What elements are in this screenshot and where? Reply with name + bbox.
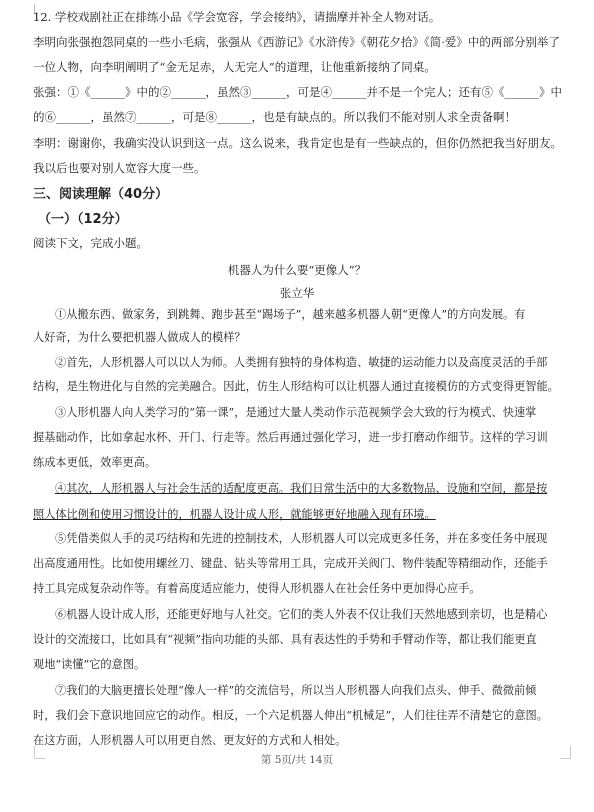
reading-instruction: 阅读下文，完成小题。 bbox=[33, 236, 148, 250]
article-line: 设计的交流接口，比如具有“视频”指向功能的头部、具有表达性的手势和手臂动作等，都让我们能更直 bbox=[33, 633, 537, 646]
q12-line-2: 李明向张强抱怨同桌的一些小毛病，张强从《西游记》《水浒传》《朝花夕拾》《简·爱》中的两部分别举了 bbox=[33, 35, 560, 49]
article-line: 出高度通用性。比如使用螺丝刀、键盘、钻头等常用工具，完成开关阀门、物件装配等精细动作，还能手 bbox=[33, 557, 548, 570]
article-line: ②首先，人形机器人可以以人为师。人类拥有独特的身体构造、敏捷的运动能力以及高度灵活的手部 bbox=[55, 356, 548, 369]
article-line: ①从搬东西、做家务，到跳舞、跑步甚至“踢场子”，越来越多机器人朝“更像人”的方向发展。有 bbox=[55, 308, 526, 321]
article-line: ⑦我们的大脑更擅长处理“像人一样”的交流信号，所以当人形机器人向我们点头、伸手、微微前倾 bbox=[55, 684, 537, 697]
article-title: 机器人为什么要“更像人”？ bbox=[227, 263, 367, 277]
article-line-underlined: ④其次，人形机器人与社会生活的适配度更高。我们日常生活中的大多数物品、设施和空间，都是按 bbox=[55, 482, 548, 495]
article-line: ⑤凭借类似人手的灵巧结构和先进的控制技术，人形机器人可以完成更多任务，并在多变任务中展现 bbox=[55, 532, 548, 545]
q12-line-6: 李明：谢谢你，我确实没认识到这一点。这么说来，我肯定也是有一些缺点的，但你仍然把我当好朋友。 bbox=[33, 136, 562, 150]
article-line: 时，我们会下意识地回应它的动作。相反，一个六足机器人伸出“机械足”，人们往往弄不清楚它的意图。 bbox=[33, 709, 548, 722]
article-line: 持工具完成复杂动作等。有着高度适应能力，使得人形机器人在社会任务中更加得心应手。 bbox=[33, 582, 481, 595]
q12-line-4: 张强：①《______》中的②______，虽然③______，可是④______并不是一个完人；还有⑤《______》中 bbox=[33, 85, 562, 99]
q12-line-3: 一位人物，向李明阐明了“金无足赤，人无完人”的道理，让他重新接纳了同桌。 bbox=[33, 60, 436, 74]
article-line: 结构，是生物进化与自然的完美融合。因此，仿生人形结构可以让机器人通过直接模仿的方式变得更智能。 bbox=[33, 380, 559, 393]
article-line-underlined: 照人体比例和使用习惯设计的，机器人设计成人形，就能够更好地融入现有环境。 bbox=[33, 508, 436, 521]
article-line: ③人形机器人向人类学习的“第一课”，是通过大量人类动作示范视频学会大致的行为模式、快速掌 bbox=[55, 406, 537, 419]
article-line: 观地“读懂”它的意图。 bbox=[33, 658, 146, 671]
page-number: 第 5页/共 14页 bbox=[260, 754, 334, 766]
article-author: 张立华 bbox=[279, 286, 315, 300]
q12-line-1: 12. 学校戏剧社正在排练小品《学会宽容，学会接纳》，请揣摩并补全人物对话。 bbox=[33, 10, 441, 24]
article-line: 练成本更低，效率更高。 bbox=[33, 456, 157, 469]
q12-line-5: 的⑥______，虽然⑦______，可是⑧______，也是有缺点的。所以我们不能对别人求全责备啊！ bbox=[33, 110, 516, 124]
article-line: ⑥机器人设计成人形，还能更好地与人社交。它们的类人外表不仅让我们天然地感到亲切，也是精心 bbox=[55, 608, 548, 621]
article-line: 在这方面，人形机器人可以用更自然、更友好的方式和人相处。 bbox=[33, 734, 347, 747]
article-line: 握基础动作，比如拿起水杯、开门、行走等。然后再通过强化学习，进一步打磨动作细节。这样的学习训 bbox=[33, 431, 548, 444]
part-heading: （一）（12分） bbox=[38, 212, 128, 227]
section-heading: 三、阅读理解（40分） bbox=[33, 187, 169, 202]
q12-line-7: 我以后也要对别人宽容大度一些。 bbox=[33, 161, 206, 175]
article-line: 人好奇，为什么要把机器人做成人的模样？ bbox=[33, 331, 246, 344]
